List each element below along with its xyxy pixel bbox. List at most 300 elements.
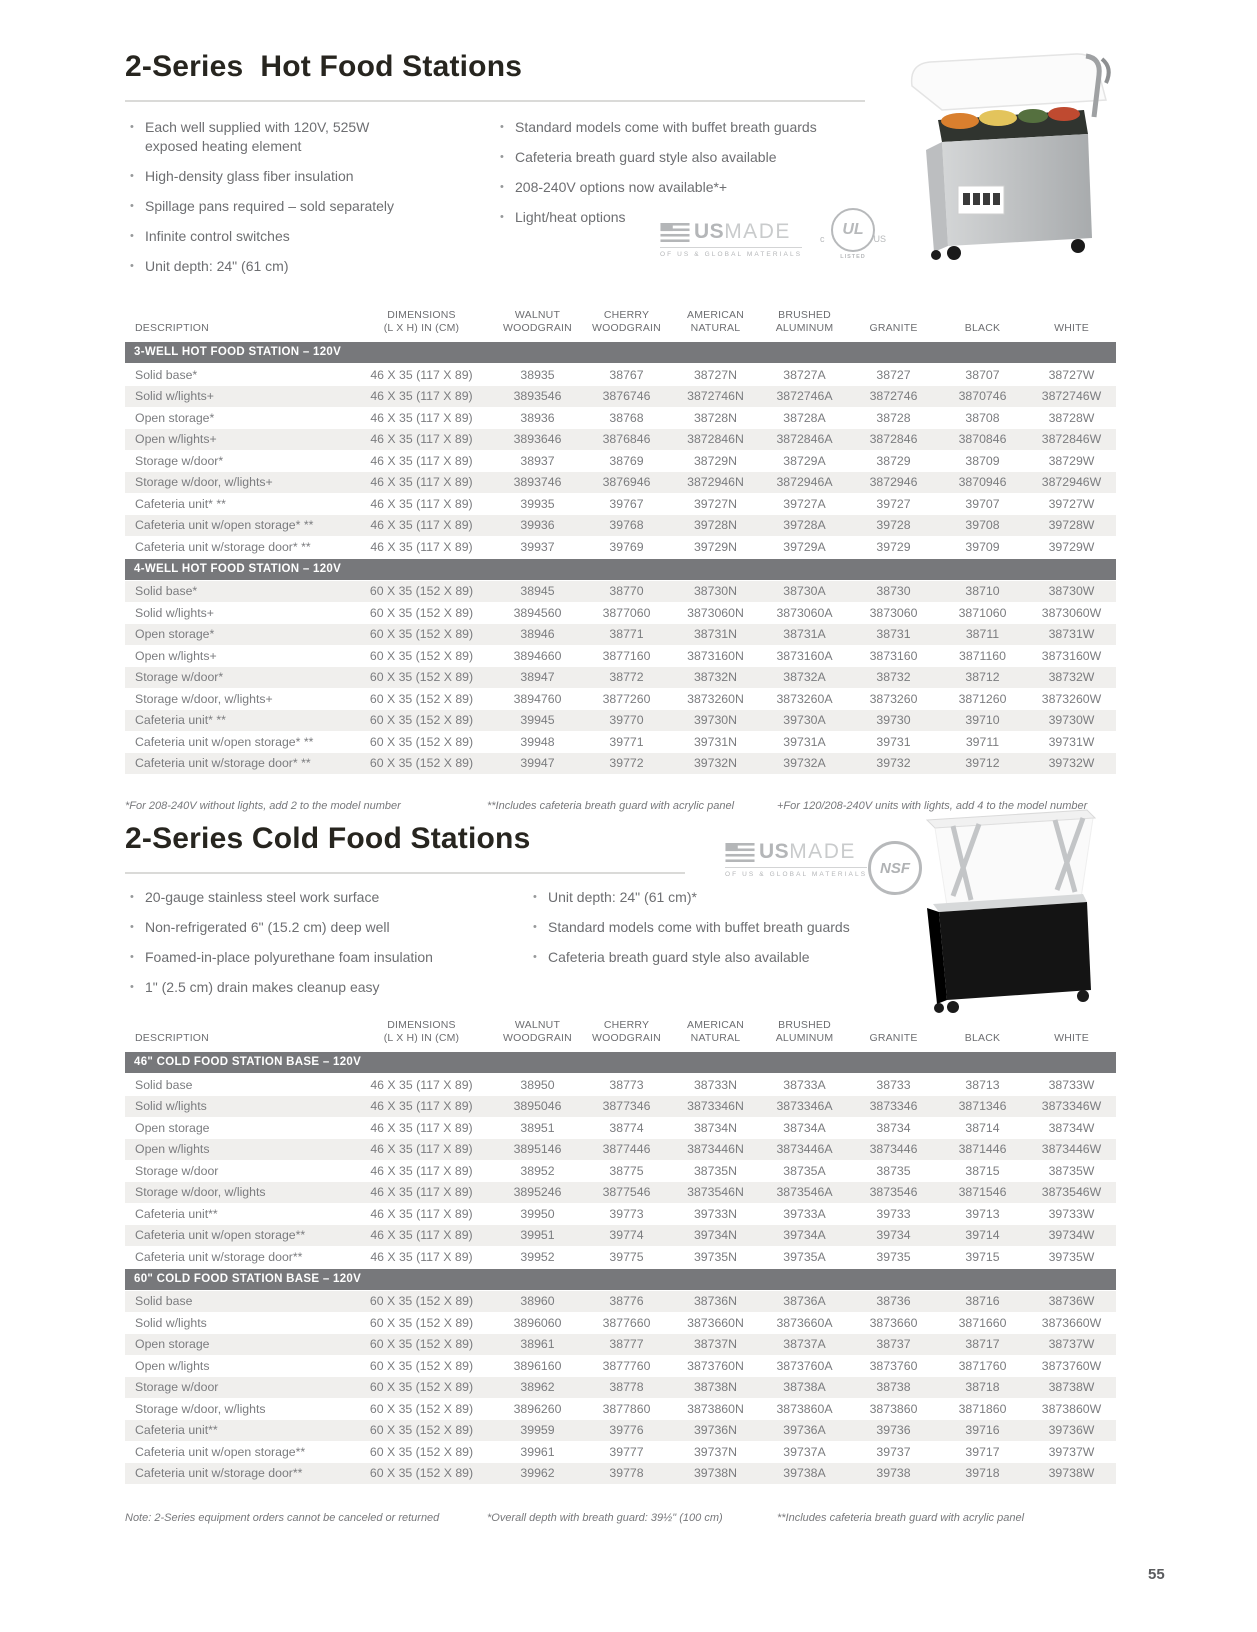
bullet-item: • Standard models come with buffet breath guards (530, 918, 920, 937)
table-header-row (125, 1002, 1116, 1051)
usmade-us-text: US (759, 840, 790, 863)
model-number-cell: 38728A (783, 410, 826, 425)
model-number-cell: 60 X 35 (152 X 89) (369, 584, 474, 599)
model-number-cell: 39736W (1048, 1423, 1095, 1438)
bullet-item: • Light/heat options (497, 208, 887, 227)
model-number-cell: 46 X 35 (117 X 89) (370, 1077, 473, 1092)
model-number-cell: 38737W (1048, 1337, 1095, 1352)
model-number-cell: 39734W (1048, 1228, 1095, 1243)
model-number-cell: 3871260 (958, 691, 1007, 706)
model-number-cell: 3873660 (869, 1315, 918, 1330)
table-row (125, 386, 1116, 408)
model-number-cell: 39731W (1048, 734, 1095, 749)
model-number-cell: 3870946 (958, 475, 1007, 490)
description-cell: Cafeteria unit w/open storage* ** (135, 734, 314, 749)
model-number-cell: 39728N (693, 518, 738, 533)
model-number-cell: 3873760A (776, 1358, 833, 1373)
model-number-cell: 39959 (520, 1423, 555, 1438)
column-header: GRANITE (869, 1032, 918, 1045)
model-number-cell: 39951 (520, 1228, 555, 1243)
model-number-cell: 38734W (1048, 1120, 1095, 1135)
model-number-cell: 60 X 35 (152 X 89) (369, 1444, 474, 1459)
cold-section-title: 2-Series Cold Food Stations (125, 822, 531, 855)
model-number-cell: 3877760 (602, 1358, 651, 1373)
model-number-cell: 3873060A (776, 605, 833, 620)
model-number-cell: 3873160 (869, 648, 918, 663)
description-cell: Open w/lights (135, 1358, 210, 1373)
model-number-cell: 3870746 (958, 389, 1007, 404)
model-number-cell: 38708 (965, 410, 1000, 425)
model-number-cell: 39735A (783, 1249, 826, 1264)
model-number-cell: 39714 (965, 1228, 1000, 1243)
model-number-cell: 39738A (783, 1466, 826, 1481)
model-number-cell: 3873160W (1041, 648, 1102, 663)
model-number-cell: 3873546W (1041, 1185, 1102, 1200)
model-number-cell: 39732W (1048, 756, 1095, 771)
usmade-us-text: US (694, 220, 725, 243)
model-number-cell: 38771 (609, 627, 644, 642)
bullet-item: • Unit depth: 24" (61 cm) (127, 257, 422, 276)
model-number-cell: 38962 (520, 1380, 555, 1395)
usmade-logo (660, 220, 802, 258)
bullet-item: • Unit depth: 24" (61 cm)* (530, 888, 920, 907)
model-number-cell: 38712 (965, 670, 1000, 685)
model-number-cell: 39735W (1048, 1249, 1095, 1264)
bullet-item: • Each well supplied with 120V, 525W exposed heating element (127, 118, 422, 156)
model-number-cell: 39728A (783, 518, 826, 533)
model-number-cell: 3877260 (602, 691, 651, 706)
model-number-cell: 38727W (1048, 367, 1095, 382)
usmade-logo (725, 840, 867, 878)
model-number-cell: 39716 (965, 1423, 1000, 1438)
table-row (125, 710, 1116, 732)
table-row (125, 1291, 1116, 1313)
model-number-cell: 3873446W (1041, 1142, 1102, 1157)
table-row (125, 429, 1116, 451)
table-row (125, 1225, 1116, 1247)
description-cell: Cafeteria unit** (135, 1423, 218, 1438)
model-number-cell: 38710 (965, 584, 1000, 599)
model-number-cell: 39773 (609, 1206, 644, 1221)
table-row (125, 1312, 1116, 1334)
model-number-cell: 39738W (1048, 1466, 1095, 1481)
model-number-cell: 60 X 35 (152 X 89) (369, 670, 474, 685)
model-number-cell: 39715 (965, 1249, 1000, 1264)
model-number-cell: 46 X 35 (117 X 89) (370, 539, 473, 554)
model-number-cell: 46 X 35 (117 X 89) (370, 1163, 473, 1178)
model-number-cell: 3873860N (687, 1401, 744, 1416)
column-header: DIMENSIONS (L X H) IN (CM) (383, 1018, 460, 1045)
model-number-cell: 3873260 (869, 691, 918, 706)
model-number-cell: 3894560 (513, 605, 562, 620)
table-row (125, 731, 1116, 753)
table-row (125, 1074, 1116, 1096)
model-number-cell: 3873660N (687, 1315, 744, 1330)
table-row (125, 1246, 1116, 1268)
model-number-cell: 39717 (965, 1444, 1000, 1459)
model-number-cell: 60 X 35 (152 X 89) (369, 734, 474, 749)
model-number-cell: 38707 (965, 367, 1000, 382)
model-number-cell: 39935 (520, 496, 555, 511)
model-number-cell: 39730W (1048, 713, 1095, 728)
model-number-cell: 3876746 (602, 389, 651, 404)
model-number-cell: 39735 (876, 1249, 911, 1264)
model-number-cell: 39732 (876, 756, 911, 771)
model-number-cell: 3896160 (513, 1358, 562, 1373)
model-number-cell: 38735 (876, 1163, 911, 1178)
column-header: BRUSHED ALUMINUM (775, 1018, 834, 1045)
model-number-cell: 39769 (609, 539, 644, 554)
model-number-cell: 3893546 (513, 389, 562, 404)
model-number-cell: 38734N (693, 1120, 738, 1135)
column-header: WALNUT WOODGRAIN (503, 1018, 572, 1045)
model-number-cell: 38731N (693, 627, 738, 642)
model-number-cell: 3896060 (513, 1315, 562, 1330)
hot-bullets-left (127, 118, 422, 287)
model-number-cell: 3871446 (958, 1142, 1007, 1157)
model-number-cell: 39729A (783, 539, 826, 554)
model-number-cell: 46 X 35 (117 X 89) (370, 367, 473, 382)
table-row (125, 581, 1116, 603)
model-number-cell: 46 X 35 (117 X 89) (370, 496, 473, 511)
model-number-cell: 38951 (520, 1120, 555, 1135)
model-number-cell: 38735N (693, 1163, 738, 1178)
description-cell: Storage w/door (135, 1380, 219, 1395)
model-number-cell: 38731W (1048, 627, 1095, 642)
model-number-cell: 3893746 (513, 475, 562, 490)
model-number-cell: 38961 (520, 1337, 555, 1352)
usmade-made-text: MADE (789, 840, 856, 863)
table-row (125, 1182, 1116, 1204)
table-row (125, 1117, 1116, 1139)
model-number-cell: 3895046 (513, 1099, 562, 1114)
model-number-cell: 3872746 (869, 389, 918, 404)
model-number-cell: 3872746N (687, 389, 744, 404)
cold-food-table (125, 1002, 1116, 1484)
model-number-cell: 3873346A (776, 1099, 833, 1114)
us-flag-icon (660, 223, 690, 242)
model-number-cell: 3872746W (1041, 389, 1102, 404)
footnote: **Includes cafeteria breath guard with acrylic panel (777, 1512, 1025, 1524)
model-number-cell: 60 X 35 (152 X 89) (369, 627, 474, 642)
model-number-cell: 38767 (609, 367, 644, 382)
model-number-cell: 3871346 (958, 1099, 1007, 1114)
cold-bullets-left (127, 888, 497, 1008)
model-number-cell: 46 X 35 (117 X 89) (370, 475, 473, 490)
model-number-cell: 3873260A (776, 691, 833, 706)
model-number-cell: 39728W (1048, 518, 1095, 533)
model-number-cell: 3895246 (513, 1185, 562, 1200)
table-section-header: 3-WELL HOT FOOD STATION – 120V (125, 342, 1116, 363)
bullet-item: • Infinite control switches (127, 227, 422, 246)
bullet-item: • 1" (2.5 cm) drain makes cleanup easy (127, 978, 497, 997)
bullet-item: • 20-gauge stainless steel work surface (127, 888, 497, 907)
model-number-cell: 39771 (609, 734, 644, 749)
model-number-cell: 46 X 35 (117 X 89) (370, 1185, 473, 1200)
model-number-cell: 3873346N (687, 1099, 744, 1114)
model-number-cell: 60 X 35 (152 X 89) (369, 605, 474, 620)
model-number-cell: 39936 (520, 518, 555, 533)
model-number-cell: 39770 (609, 713, 644, 728)
model-number-cell: 3873546N (687, 1185, 744, 1200)
model-number-cell: 3894660 (513, 648, 562, 663)
model-number-cell: 3873546 (869, 1185, 918, 1200)
description-cell: Solid base (135, 1294, 193, 1309)
model-number-cell: 3873060 (869, 605, 918, 620)
model-number-cell: 3873860W (1041, 1401, 1102, 1416)
model-number-cell: 39775 (609, 1249, 644, 1264)
table-row (125, 515, 1116, 537)
model-number-cell: 38732W (1048, 670, 1095, 685)
column-header: DESCRIPTION (135, 322, 209, 335)
model-number-cell: 39952 (520, 1249, 555, 1264)
model-number-cell: 38736A (783, 1294, 826, 1309)
model-number-cell: 38778 (609, 1380, 644, 1395)
model-number-cell: 39727 (876, 496, 911, 511)
model-number-cell: 3873660A (776, 1315, 833, 1330)
model-number-cell: 38732 (876, 670, 911, 685)
model-number-cell: 38776 (609, 1294, 644, 1309)
model-number-cell: 3872946 (869, 475, 918, 490)
hot-section-title: 2-Series Hot Food Stations (125, 50, 523, 83)
divider (125, 872, 685, 874)
model-number-cell: 39945 (520, 713, 555, 728)
table-row (125, 1334, 1116, 1356)
table-row (125, 624, 1116, 646)
model-number-cell: 3872746A (776, 389, 833, 404)
model-number-cell: 39732A (783, 756, 826, 771)
ul-c-mark: c (820, 234, 825, 244)
model-number-cell: 38935 (520, 367, 555, 382)
table-row (125, 472, 1116, 494)
model-number-cell: 39735N (693, 1249, 738, 1264)
description-cell: Cafeteria unit w/storage door* ** (135, 756, 311, 771)
description-cell: Cafeteria unit w/storage door** (135, 1466, 303, 1481)
usmade-subtext: OF US & GLOBAL MATERIALS (660, 247, 802, 258)
model-number-cell: 38777 (609, 1337, 644, 1352)
ul-listed-text: LISTED (840, 254, 866, 260)
model-number-cell: 39736N (693, 1423, 738, 1438)
model-number-cell: 3876846 (602, 432, 651, 447)
model-number-cell: 38714 (965, 1120, 1000, 1135)
description-cell: Solid w/lights (135, 1315, 207, 1330)
bullet-item: • Spillage pans required – sold separately (127, 197, 422, 216)
description-cell: Solid w/lights+ (135, 605, 214, 620)
model-number-cell: 39728 (876, 518, 911, 533)
table-row (125, 1096, 1116, 1118)
model-number-cell: 3870846 (958, 432, 1007, 447)
table-row (125, 536, 1116, 558)
model-number-cell: 39737W (1048, 1444, 1095, 1459)
model-number-cell: 39778 (609, 1466, 644, 1481)
model-number-cell: 39730N (693, 713, 738, 728)
model-number-cell: 39768 (609, 518, 644, 533)
model-number-cell: 38738W (1048, 1380, 1095, 1395)
bullet-item: • 208-240V options now available*+ (497, 178, 887, 197)
model-number-cell: 38729 (876, 453, 911, 468)
description-cell: Storage w/door, w/lights (135, 1185, 266, 1200)
model-number-cell: 39774 (609, 1228, 644, 1243)
model-number-cell: 3873760W (1041, 1358, 1102, 1373)
column-header: WHITE (1054, 1032, 1089, 1045)
model-number-cell: 39937 (520, 539, 555, 554)
description-cell: Open storage (135, 1337, 210, 1352)
model-number-cell: 39731A (783, 734, 826, 749)
model-number-cell: 39733 (876, 1206, 911, 1221)
model-number-cell: 3873060N (687, 605, 744, 620)
model-number-cell: 3873760 (869, 1358, 918, 1373)
column-header: AMERICAN NATURAL (686, 308, 745, 335)
model-number-cell: 3894760 (513, 691, 562, 706)
column-header: DESCRIPTION (135, 1032, 209, 1045)
description-cell: Cafeteria unit w/open storage* ** (135, 518, 314, 533)
table-row (125, 1139, 1116, 1161)
description-cell: Solid base* (135, 584, 198, 599)
model-number-cell: 38730A (783, 584, 826, 599)
column-header: GRANITE (869, 322, 918, 335)
model-number-cell: 3873260N (687, 691, 744, 706)
model-number-cell: 38728N (693, 410, 738, 425)
model-number-cell: 38729N (693, 453, 738, 468)
table-row (125, 688, 1116, 710)
model-number-cell: 38737A (783, 1337, 826, 1352)
column-header: AMERICAN NATURAL (686, 1018, 745, 1045)
model-number-cell: 38715 (965, 1163, 1000, 1178)
table-row (125, 1160, 1116, 1182)
model-number-cell: 38937 (520, 453, 555, 468)
description-cell: Open storage* (135, 627, 215, 642)
model-number-cell: 38775 (609, 1163, 644, 1178)
column-header: DIMENSIONS (L X H) IN (CM) (383, 308, 460, 335)
column-header: BLACK (964, 1032, 1001, 1045)
hot-food-table (125, 292, 1116, 774)
model-number-cell: 60 X 35 (152 X 89) (369, 1315, 474, 1330)
model-number-cell: 46 X 35 (117 X 89) (370, 1099, 473, 1114)
table-row (125, 1203, 1116, 1225)
description-cell: Storage w/door* (135, 670, 224, 685)
model-number-cell: 39710 (965, 713, 1000, 728)
model-number-cell: 39734A (783, 1228, 826, 1243)
model-number-cell: 39737A (783, 1444, 826, 1459)
column-header: BLACK (964, 322, 1001, 335)
model-number-cell: 38716 (965, 1294, 1000, 1309)
model-number-cell: 39737N (693, 1444, 738, 1459)
bullet-item: • Cafeteria breath guard style also available (530, 948, 920, 967)
hot-food-station-photo (882, 46, 1132, 271)
model-number-cell: 39734N (693, 1228, 738, 1243)
model-number-cell: 39737 (876, 1444, 911, 1459)
bullet-item: • Standard models come with buffet breath guards (497, 118, 887, 137)
model-number-cell: 60 X 35 (152 X 89) (369, 1466, 474, 1481)
model-number-cell: 38727 (876, 367, 911, 382)
model-number-cell: 3872946A (776, 475, 833, 490)
model-number-cell: 39777 (609, 1444, 644, 1459)
footnote: *Overall depth with breath guard: 39½" (100 cm) (487, 1512, 723, 1524)
model-number-cell: 3876946 (602, 475, 651, 490)
table-row (125, 1355, 1116, 1377)
model-number-cell: 38735A (783, 1163, 826, 1178)
description-cell: Cafeteria unit* ** (135, 713, 226, 728)
model-number-cell: 39727N (693, 496, 738, 511)
model-number-cell: 38737 (876, 1337, 911, 1352)
column-header: BRUSHED ALUMINUM (775, 308, 834, 335)
model-number-cell: 3873160N (687, 648, 744, 663)
model-number-cell: 39731 (876, 734, 911, 749)
column-header: WHITE (1054, 322, 1089, 335)
bullet-item: • Cafeteria breath guard style also available (497, 148, 887, 167)
description-cell: Cafeteria unit w/storage door* ** (135, 539, 311, 554)
model-number-cell: 3893646 (513, 432, 562, 447)
bullet-item: • High-density glass fiber insulation (127, 167, 422, 186)
model-number-cell: 3877346 (602, 1099, 651, 1114)
model-number-cell: 46 X 35 (117 X 89) (370, 1206, 473, 1221)
model-number-cell: 3873446 (869, 1142, 918, 1157)
model-number-cell: 39733W (1048, 1206, 1095, 1221)
model-number-cell: 46 X 35 (117 X 89) (370, 1120, 473, 1135)
model-number-cell: 38733A (783, 1077, 826, 1092)
model-number-cell: 60 X 35 (152 X 89) (369, 756, 474, 771)
description-cell: Open w/lights+ (135, 648, 217, 663)
model-number-cell: 39731N (693, 734, 738, 749)
model-number-cell: 39712 (965, 756, 1000, 771)
model-number-cell: 39733A (783, 1206, 826, 1221)
model-number-cell: 38731A (783, 627, 826, 642)
model-number-cell: 3877660 (602, 1315, 651, 1330)
cold-food-station-photo (905, 798, 1117, 1021)
model-number-cell: 38950 (520, 1077, 555, 1092)
model-number-cell: 3877060 (602, 605, 651, 620)
description-cell: Open w/lights+ (135, 432, 217, 447)
model-number-cell: 3873446N (687, 1142, 744, 1157)
description-cell: Storage w/door, w/lights (135, 1401, 266, 1416)
model-number-cell: 39772 (609, 756, 644, 771)
us-flag-icon (725, 843, 755, 862)
model-number-cell: 38738N (693, 1380, 738, 1395)
model-number-cell: 46 X 35 (117 X 89) (370, 518, 473, 533)
model-number-cell: 46 X 35 (117 X 89) (370, 432, 473, 447)
model-number-cell: 3873760N (687, 1358, 744, 1373)
model-number-cell: 3871160 (959, 648, 1006, 663)
ul-mark: UL (842, 221, 864, 238)
model-number-cell: 39707 (965, 496, 1000, 511)
ul-us-mark: US (873, 234, 886, 244)
model-number-cell: 38730W (1048, 584, 1095, 599)
model-number-cell: 38734 (876, 1120, 911, 1135)
table-header-row (125, 292, 1116, 341)
model-number-cell: 3871760 (958, 1358, 1007, 1373)
model-number-cell: 38732N (693, 670, 738, 685)
column-header: WALNUT WOODGRAIN (503, 308, 572, 335)
model-number-cell: 39948 (520, 734, 555, 749)
description-cell: Solid w/lights+ (135, 389, 214, 404)
page-number: 55 (1148, 1566, 1165, 1583)
model-number-cell: 3873346 (869, 1099, 918, 1114)
table-row (125, 1420, 1116, 1442)
model-number-cell: 46 X 35 (117 X 89) (370, 1142, 473, 1157)
model-number-cell: 38772 (609, 670, 644, 685)
column-header: CHERRY WOODGRAIN (592, 1018, 661, 1045)
usmade-subtext: OF US & GLOBAL MATERIALS (725, 867, 867, 878)
footnote: Note: 2-Series equipment orders cannot be canceled or returned (125, 1512, 440, 1524)
model-number-cell: 39736A (783, 1423, 826, 1438)
model-number-cell: 3895146 (513, 1142, 562, 1157)
description-cell: Open storage (135, 1120, 210, 1135)
description-cell: Solid w/lights (135, 1099, 207, 1114)
model-number-cell: 46 X 35 (117 X 89) (370, 1249, 473, 1264)
model-number-cell: 38718 (965, 1380, 1000, 1395)
nsf-text: NSF (880, 859, 910, 877)
model-number-cell: 3873546A (776, 1185, 833, 1200)
